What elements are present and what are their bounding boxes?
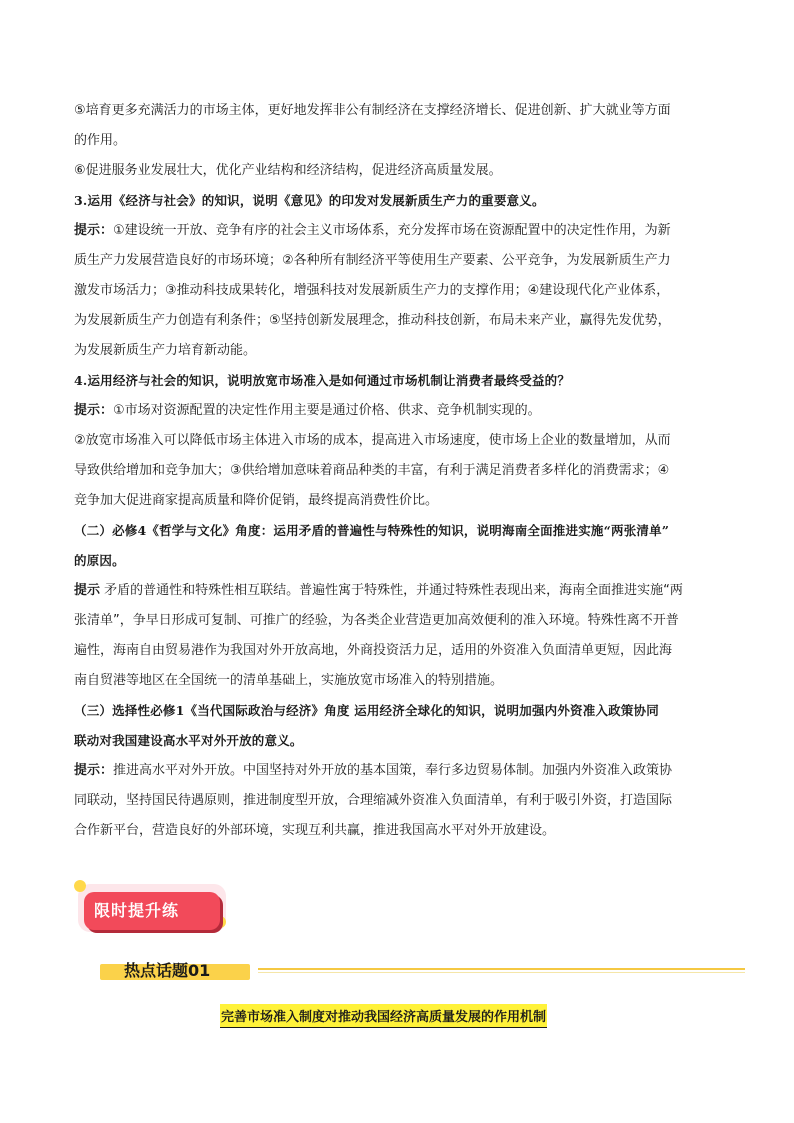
answer-6-line3: 合作新平台，营造良好的外部环境，实现互利共赢，推进我国高水平对外开放建设。 bbox=[74, 823, 556, 838]
answer-5-line1 bbox=[74, 576, 724, 606]
hint-label: 提示： bbox=[74, 763, 114, 778]
answer-3-line1 bbox=[74, 216, 724, 246]
answer-4-text: ①市场对资源配置的决定性作用主要是通过价格、供求、竞争机制实现的。 bbox=[113, 403, 541, 418]
question-4: 4.运用经济与社会的知识，说明放宽市场准入是如何通过市场机制让消费者最终受益的？ bbox=[74, 373, 571, 388]
answer-5-line2: 张清单”，争早日形成可复制、可推广的经验，为各类企业营造更加高效便利的准入环境。特殊性离不开普 bbox=[74, 613, 679, 628]
answer-5-line3: 遍性，海南自由贸易港作为我国对外开放高地，外商投资活力足，适用的外资准入负面清单更短，因此海 bbox=[74, 643, 673, 658]
question-5-line2: 的原因。 bbox=[74, 553, 125, 568]
answer-3-text: ①建设统一开放、竞争有序的社会主义市场体系，充分发挥市场在资源配置中的决定性作用，为新 bbox=[113, 223, 671, 238]
answer-6-text: 推进高水平对外开放。中国坚持对外开放的基本国策，奉行多边贸易体制。加强内外资准入政策协 bbox=[113, 763, 673, 778]
question-6-line2: 联动对我国建设高水平对外开放的意义。 bbox=[74, 733, 303, 748]
answer-3-line3: 激发市场活力；③推动科技成果转化，增强科技对发展新质生产力的支撑作用；④建设现代化产业体系， bbox=[74, 283, 670, 298]
hint-label: 提示 bbox=[74, 583, 101, 598]
answer-4-line4: 竞争加大促进商家提高质量和降价促销，最终提高消费性价比。 bbox=[74, 493, 439, 508]
question-6-line1: （三）选择性必修1《当代国际政治与经济》角度 运用经济全球化的知识，说明加强内外资准入政策协同 bbox=[74, 703, 659, 718]
answer-4-line1 bbox=[74, 396, 724, 426]
hot-topic-title: 热点话题01 bbox=[124, 961, 211, 980]
paragraph-5-line2: 的作用。 bbox=[74, 133, 127, 148]
answer-5-text: 矛盾的普通性和特殊性相互联结。普遍性寓于特殊性，并通过特殊性表现出来，海南全面推进实施“两 bbox=[100, 583, 683, 598]
paragraph-6: ⑥促进服务业发展壮大，优化产业结构和经济结构，促进经济高质量发展。 bbox=[74, 163, 502, 178]
topic-title: 完善市场准入制度对推动我国经济高质量发展的作用机制 bbox=[220, 1004, 547, 1028]
hot-topic-rule bbox=[258, 968, 745, 970]
answer-5-line4: 南自贸港等地区在全国统一的清单基础上，实施放宽市场准入的特别措施。 bbox=[74, 673, 504, 688]
practice-banner bbox=[78, 884, 226, 932]
answer-3-line5: 为发展新质生产力培育新动能。 bbox=[74, 343, 257, 358]
hint-label: 提示： bbox=[74, 223, 114, 238]
paragraph-5-line1: ⑤培育更多充满活力的市场主体，更好地发挥非公有制经济在支撑经济增长、促进创新、扩大就业等方面 bbox=[74, 103, 671, 118]
answer-3-line2: 质生产力发展营造良好的市场环境；②各种所有制经济平等使用生产要素、公平竞争，为发展新质生产力 bbox=[74, 253, 671, 268]
hot-topic-header bbox=[100, 958, 745, 982]
answer-4-line3: 导致供给增加和竞争加大；③供给增加意味着商品种类的丰富，有利于满足消费者多样化的消费需求；④ bbox=[74, 463, 670, 478]
question-3: 3.运用《经济与社会》的知识，说明《意见》的印发对发展新质生产力的重要意义。 bbox=[74, 193, 545, 208]
answer-3-line4: 为发展新质生产力创造有利条件；⑤坚持创新发展理念，推动科技创新，布局未来产业，赢得先发优势， bbox=[74, 313, 671, 328]
answer-6-line2: 同联动，坚持国民待遇原则，推进制度型开放，合理缩减外资准入负面清单，有利于吸引外资，打造国际 bbox=[74, 793, 673, 808]
banner-title: 限时提升练 bbox=[94, 901, 180, 920]
answer-6-line1 bbox=[74, 756, 724, 786]
hot-topic-rule-thin bbox=[258, 972, 745, 973]
answer-4-line2: ②放宽市场准入可以降低市场主体进入市场的成本，提高进入市场速度，使市场上企业的数量增加，从而 bbox=[74, 433, 671, 448]
banner-corner-dot bbox=[74, 880, 86, 892]
hint-label: 提示： bbox=[74, 403, 114, 418]
document-body bbox=[74, 96, 724, 846]
question-5-line1: （二）必修4《哲学与文化》角度：运用矛盾的普遍性与特殊性的知识，说明海南全面推进实施“两张清单” bbox=[74, 523, 670, 538]
